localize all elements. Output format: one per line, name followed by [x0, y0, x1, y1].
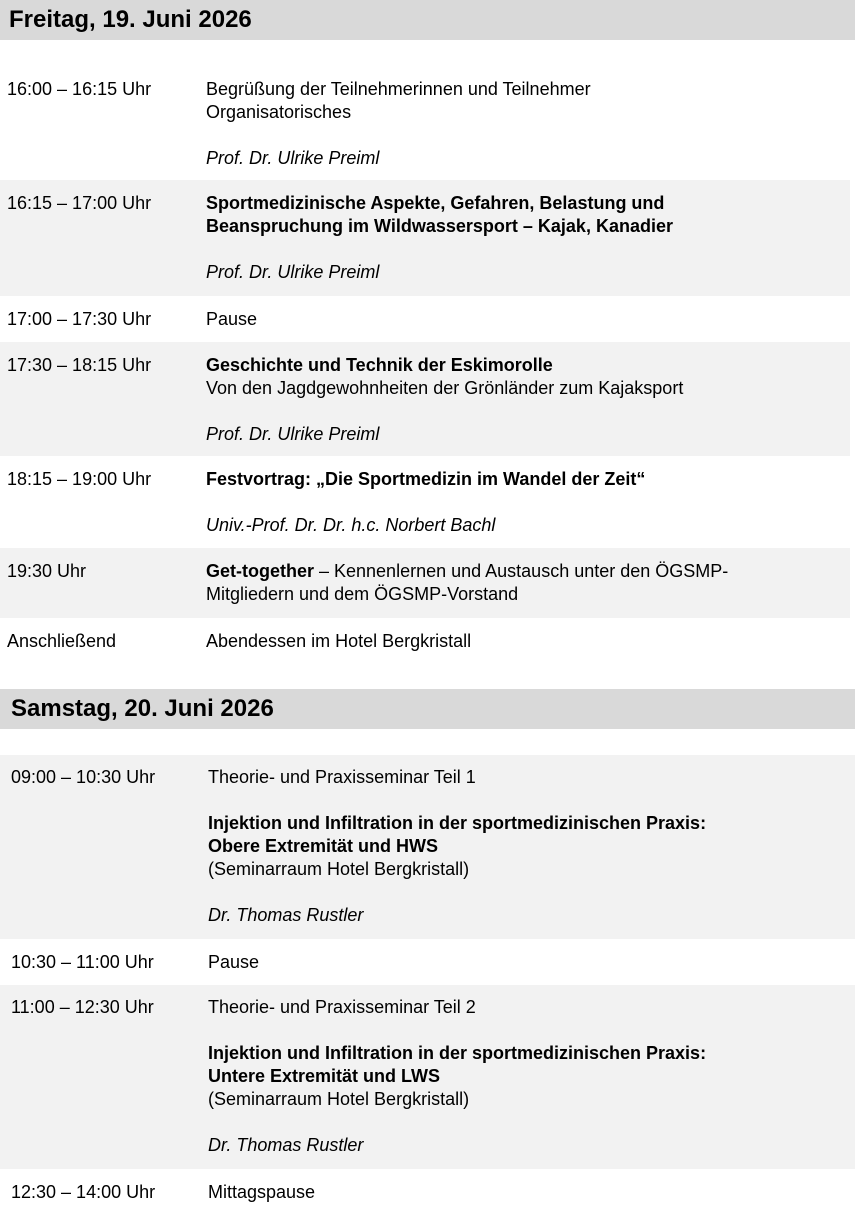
- session-location: (Seminarraum Hotel Bergkristall): [208, 1089, 470, 1109]
- session-title-rest: – Kennenlernen und Austausch unter den ÖGSMP-: [314, 561, 729, 581]
- session-content: [208, 1181, 848, 1204]
- schedule-row: [0, 618, 850, 664]
- time-slot: 17:30 – 18:15 Uhr: [7, 355, 152, 375]
- session-content: [206, 308, 846, 331]
- session-type-line: Theorie- und Praxisseminar Teil 2: [208, 997, 476, 1017]
- time-slot: 16:15 – 17:00 Uhr: [7, 193, 152, 213]
- schedule-row: [0, 456, 850, 548]
- session-title-line: Begrüßung der Teilnehmerinnen und Teilnehmer: [206, 79, 591, 99]
- schedule-row: [0, 548, 850, 618]
- schedule-row: [0, 342, 850, 456]
- time-slot: 18:15 – 19:00 Uhr: [7, 469, 152, 489]
- time-slot: 12:30 – 14:00 Uhr: [11, 1182, 156, 1202]
- speaker-name: Prof. Dr. Ulrike Preiml: [206, 424, 380, 444]
- spacer: [208, 1019, 848, 1042]
- session-content: [208, 951, 848, 974]
- session-title-line: Pause: [208, 952, 260, 972]
- session-title-line: Mittagspause: [208, 1182, 316, 1202]
- time-slot: 19:30 Uhr: [7, 561, 87, 581]
- day-header-friday: Freitag, 19. Juni 2026: [0, 0, 855, 40]
- session-title-line: Injektion und Infiltration in der sportmedizinischen Praxis:: [208, 1043, 707, 1063]
- session-title-bold: Get-together: [206, 561, 314, 581]
- schedule-row: [0, 985, 855, 1169]
- session-type-line: Theorie- und Praxisseminar Teil 1: [208, 767, 476, 787]
- speaker-name: Prof. Dr. Ulrike Preiml: [206, 262, 380, 282]
- session-title-line: Geschichte und Technik der Eskimorolle: [206, 355, 553, 375]
- session-content: [206, 192, 846, 284]
- time-slot: 10:30 – 11:00 Uhr: [11, 952, 154, 972]
- session-title-line: Pause: [206, 309, 258, 329]
- session-title-line: [206, 560, 846, 583]
- schedule-row: [0, 180, 850, 296]
- schedule-row: [0, 296, 850, 342]
- time-slot: 11:00 – 12:30 Uhr: [11, 997, 154, 1017]
- session-content: [208, 996, 848, 1157]
- session-content: [206, 560, 846, 606]
- schedule-row: [0, 1169, 855, 1215]
- session-subtitle-line: Von den Jagdgewohnheiten der Grönländer zum Kajaksport: [206, 378, 684, 398]
- time-slot: 09:00 – 10:30 Uhr: [11, 767, 156, 787]
- time-slot: Anschließend: [7, 631, 117, 651]
- session-title-line: Mitgliedern und dem ÖGSMP-Vorstand: [206, 584, 519, 604]
- day-header-saturday: Samstag, 20. Juni 2026: [0, 689, 855, 729]
- session-title-line: Injektion und Infiltration in der sportmedizinischen Praxis:: [208, 813, 707, 833]
- session-title-line: Sportmedizinische Aspekte, Gefahren, Belastung und: [206, 193, 665, 213]
- session-content: [206, 354, 846, 446]
- time-slot: 17:00 – 17:30 Uhr: [7, 309, 152, 329]
- time-slot: 16:00 – 16:15 Uhr: [7, 79, 152, 99]
- spacer: [208, 789, 848, 812]
- session-title-line: Abendessen im Hotel Bergkristall: [206, 631, 472, 651]
- session-title-line: Obere Extremität und HWS: [208, 836, 439, 856]
- session-content: [208, 766, 848, 927]
- session-title-line: Organisatorisches: [206, 102, 352, 122]
- speaker-name: Dr. Thomas Rustler: [208, 1135, 364, 1155]
- session-content: [206, 78, 846, 170]
- speaker-name: Univ.-Prof. Dr. Dr. h.c. Norbert Bachl: [206, 515, 496, 535]
- speaker-name: Prof. Dr. Ulrike Preiml: [206, 148, 380, 168]
- session-title-line: Festvortrag: „Die Sportmedizin im Wandel der Zeit“: [206, 469, 646, 489]
- session-title-line: Untere Extremität und LWS: [208, 1066, 441, 1086]
- speaker-name: Dr. Thomas Rustler: [208, 905, 364, 925]
- schedule-row: [0, 755, 855, 939]
- schedule-row: [0, 66, 850, 180]
- session-location: (Seminarraum Hotel Bergkristall): [208, 859, 470, 879]
- session-content: [206, 468, 846, 537]
- session-content: [206, 630, 846, 653]
- schedule-row: [0, 939, 855, 985]
- session-title-line: Beanspruchung im Wildwassersport – Kajak, Kanadier: [206, 216, 673, 236]
